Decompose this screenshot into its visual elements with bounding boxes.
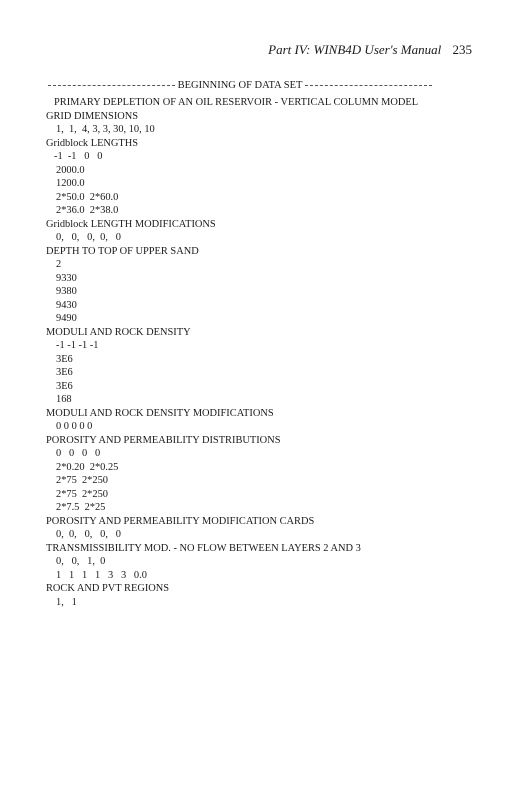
page-number: 235 [452, 42, 472, 57]
data-line: 9330 [56, 272, 77, 284]
running-header-title: Part IV: WINB4D User's Manual [268, 42, 442, 57]
data-line: 2 [56, 259, 62, 270]
section-heading: Gridblock LENGTH MODIFICATIONS [46, 218, 216, 230]
data-line: 3E6 [56, 353, 73, 365]
data-line: 0 0 0 0 0 [56, 421, 93, 432]
data-line: -1 -1 -1 -1 [56, 340, 99, 351]
data-line: 0, 0, 1, 0 [56, 556, 106, 567]
data-line: 9430 [56, 299, 77, 311]
data-set-listing [46, 96, 486, 609]
section-heading: GRID DIMENSIONS [46, 110, 139, 122]
section-heading: TRANSMISSIBILITY MOD. - NO FLOW BETWEEN LAYERS 2 AND 3 [46, 542, 361, 554]
data-line: 1200.0 [56, 178, 85, 189]
section-heading: POROSITY AND PERMEABILITY DISTRIBUTIONS [46, 434, 281, 446]
divider-dash-left [48, 85, 175, 86]
data-line: 0, 0, 0, 0, 0 [56, 529, 121, 540]
data-line: 3E6 [56, 380, 73, 392]
data-line: 0, 0, 0, 0, 0 [56, 232, 121, 243]
data-line: 2*7.5 2*25 [56, 502, 106, 513]
data-line: 2*75 2*250 [56, 475, 108, 486]
section-heading: DEPTH TO TOP OF UPPER SAND [46, 245, 199, 257]
divider-label: BEGINNING OF DATA SET [177, 80, 303, 91]
section-heading: Gridblock LENGTHS [46, 137, 139, 149]
section-heading: MODULI AND ROCK DENSITY [46, 326, 191, 338]
data-set-divider [48, 80, 432, 91]
data-line: 2*50.0 2*60.0 [56, 191, 119, 203]
data-line: 9490 [56, 313, 77, 324]
data-line: -1 -1 0 0 [54, 151, 103, 162]
divider-dash-right [305, 85, 432, 86]
data-line: 168 [56, 394, 72, 405]
data-line: 1 1 1 1 3 3 0.0 [56, 569, 147, 581]
section-heading: ROCK AND PVT REGIONS [46, 583, 170, 594]
data-line: PRIMARY DEPLETION OF AN OIL RESERVOIR - VERTICAL COLUMN MODEL [54, 97, 419, 108]
data-line: 2000.0 [56, 164, 85, 176]
data-line: 2*36.0 2*38.0 [56, 205, 119, 216]
data-line: 2*0.20 2*0.25 [56, 461, 119, 473]
data-line: 3E6 [56, 367, 73, 378]
section-heading: POROSITY AND PERMEABILITY MODIFICATION CARDS [46, 515, 315, 527]
data-line: 1, 1, 4, 3, 3, 30, 10, 10 [56, 124, 155, 135]
data-line: 0 0 0 0 [56, 448, 101, 459]
section-heading: MODULI AND ROCK DENSITY MODIFICATIONS [46, 407, 274, 419]
running-header [0, 42, 472, 58]
data-line: 2*75 2*250 [56, 488, 108, 500]
data-line: 9380 [56, 286, 77, 297]
data-line: 1, 1 [56, 596, 77, 608]
